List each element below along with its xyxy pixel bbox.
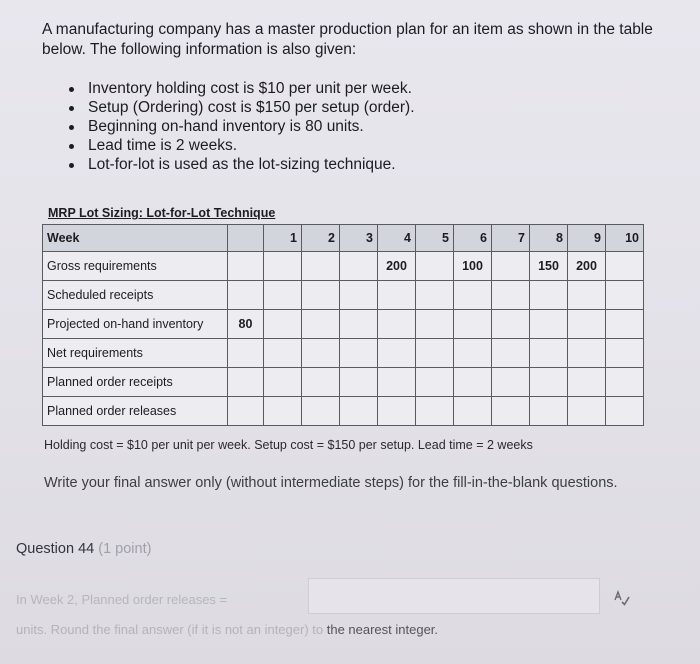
gross-week-6: 100 [454,252,492,281]
table-row-scheduled [43,281,644,310]
planned-order-releases-label: Planned order releases [43,397,228,426]
given-info-list [66,79,415,174]
table-row-week [43,225,644,252]
week-cell: 6 [454,225,492,252]
spellcheck-icon[interactable] [612,588,632,608]
units-tail: the nearest integer. [326,622,439,637]
week-cell: 5 [416,225,454,252]
planned-order-receipts-label: Planned order receipts [43,368,228,397]
mrp-table [42,224,644,426]
week-cell: 8 [530,225,568,252]
initial-on-hand: 80 [228,310,264,339]
week-cell: 3 [340,225,378,252]
net-requirements-label: Net requirements [43,339,228,368]
table-row-gross [43,252,644,281]
problem-intro: A manufacturing company has a master production plan for an item as shown in the table below. The following information is also given: [42,21,653,58]
list-item: Lead time is 2 weeks. [66,136,415,155]
week-cell: 2 [302,225,340,252]
table-row-releases [43,397,644,426]
week-cell: 7 [492,225,530,252]
gross-week-4: 200 [378,252,416,281]
list-item: Setup (Ordering) cost is $150 per setup (order). [66,98,415,117]
gross-week-8: 150 [530,252,568,281]
list-item: Lot-for-lot is used as the lot-sizing technique. [66,155,415,174]
week-cell: 10 [606,225,644,252]
gross-week-9: 200 [568,252,606,281]
units-instruction [16,622,438,637]
table-footnote: Holding cost = $10 per unit per week. Setup cost = $150 per setup. Lead time = 2 weeks [44,438,533,452]
question-title [16,541,151,557]
table-row-projected [43,310,644,339]
week-cell: 1 [264,225,302,252]
instruction-text: Write your final answer only (without intermediate steps) for the fill-in-the-blank questions. [44,475,618,491]
answer-input[interactable] [308,578,600,614]
week-cell: 4 [378,225,416,252]
projected-on-hand-label: Projected on-hand inventory [43,310,228,339]
table-row-net [43,339,644,368]
week-cell: 9 [568,225,606,252]
units-text: units. Round the final answer (if it is not an integer) to [16,622,324,637]
table-row-receipts [43,368,644,397]
list-item: Beginning on-hand inventory is 80 units. [66,117,415,136]
question-points: (1 point) [98,541,152,557]
mrp-table-title: MRP Lot Sizing: Lot-for-Lot Technique [48,206,276,220]
gross-requirements-label: Gross requirements [43,252,228,281]
question-label: In Week 2, Planned order releases = [16,592,228,607]
question-number: Question 44 [16,541,95,557]
scheduled-receipts-label: Scheduled receipts [43,281,228,310]
list-item: Inventory holding cost is $10 per unit per week. [66,79,415,98]
week-header: Week [43,225,228,252]
